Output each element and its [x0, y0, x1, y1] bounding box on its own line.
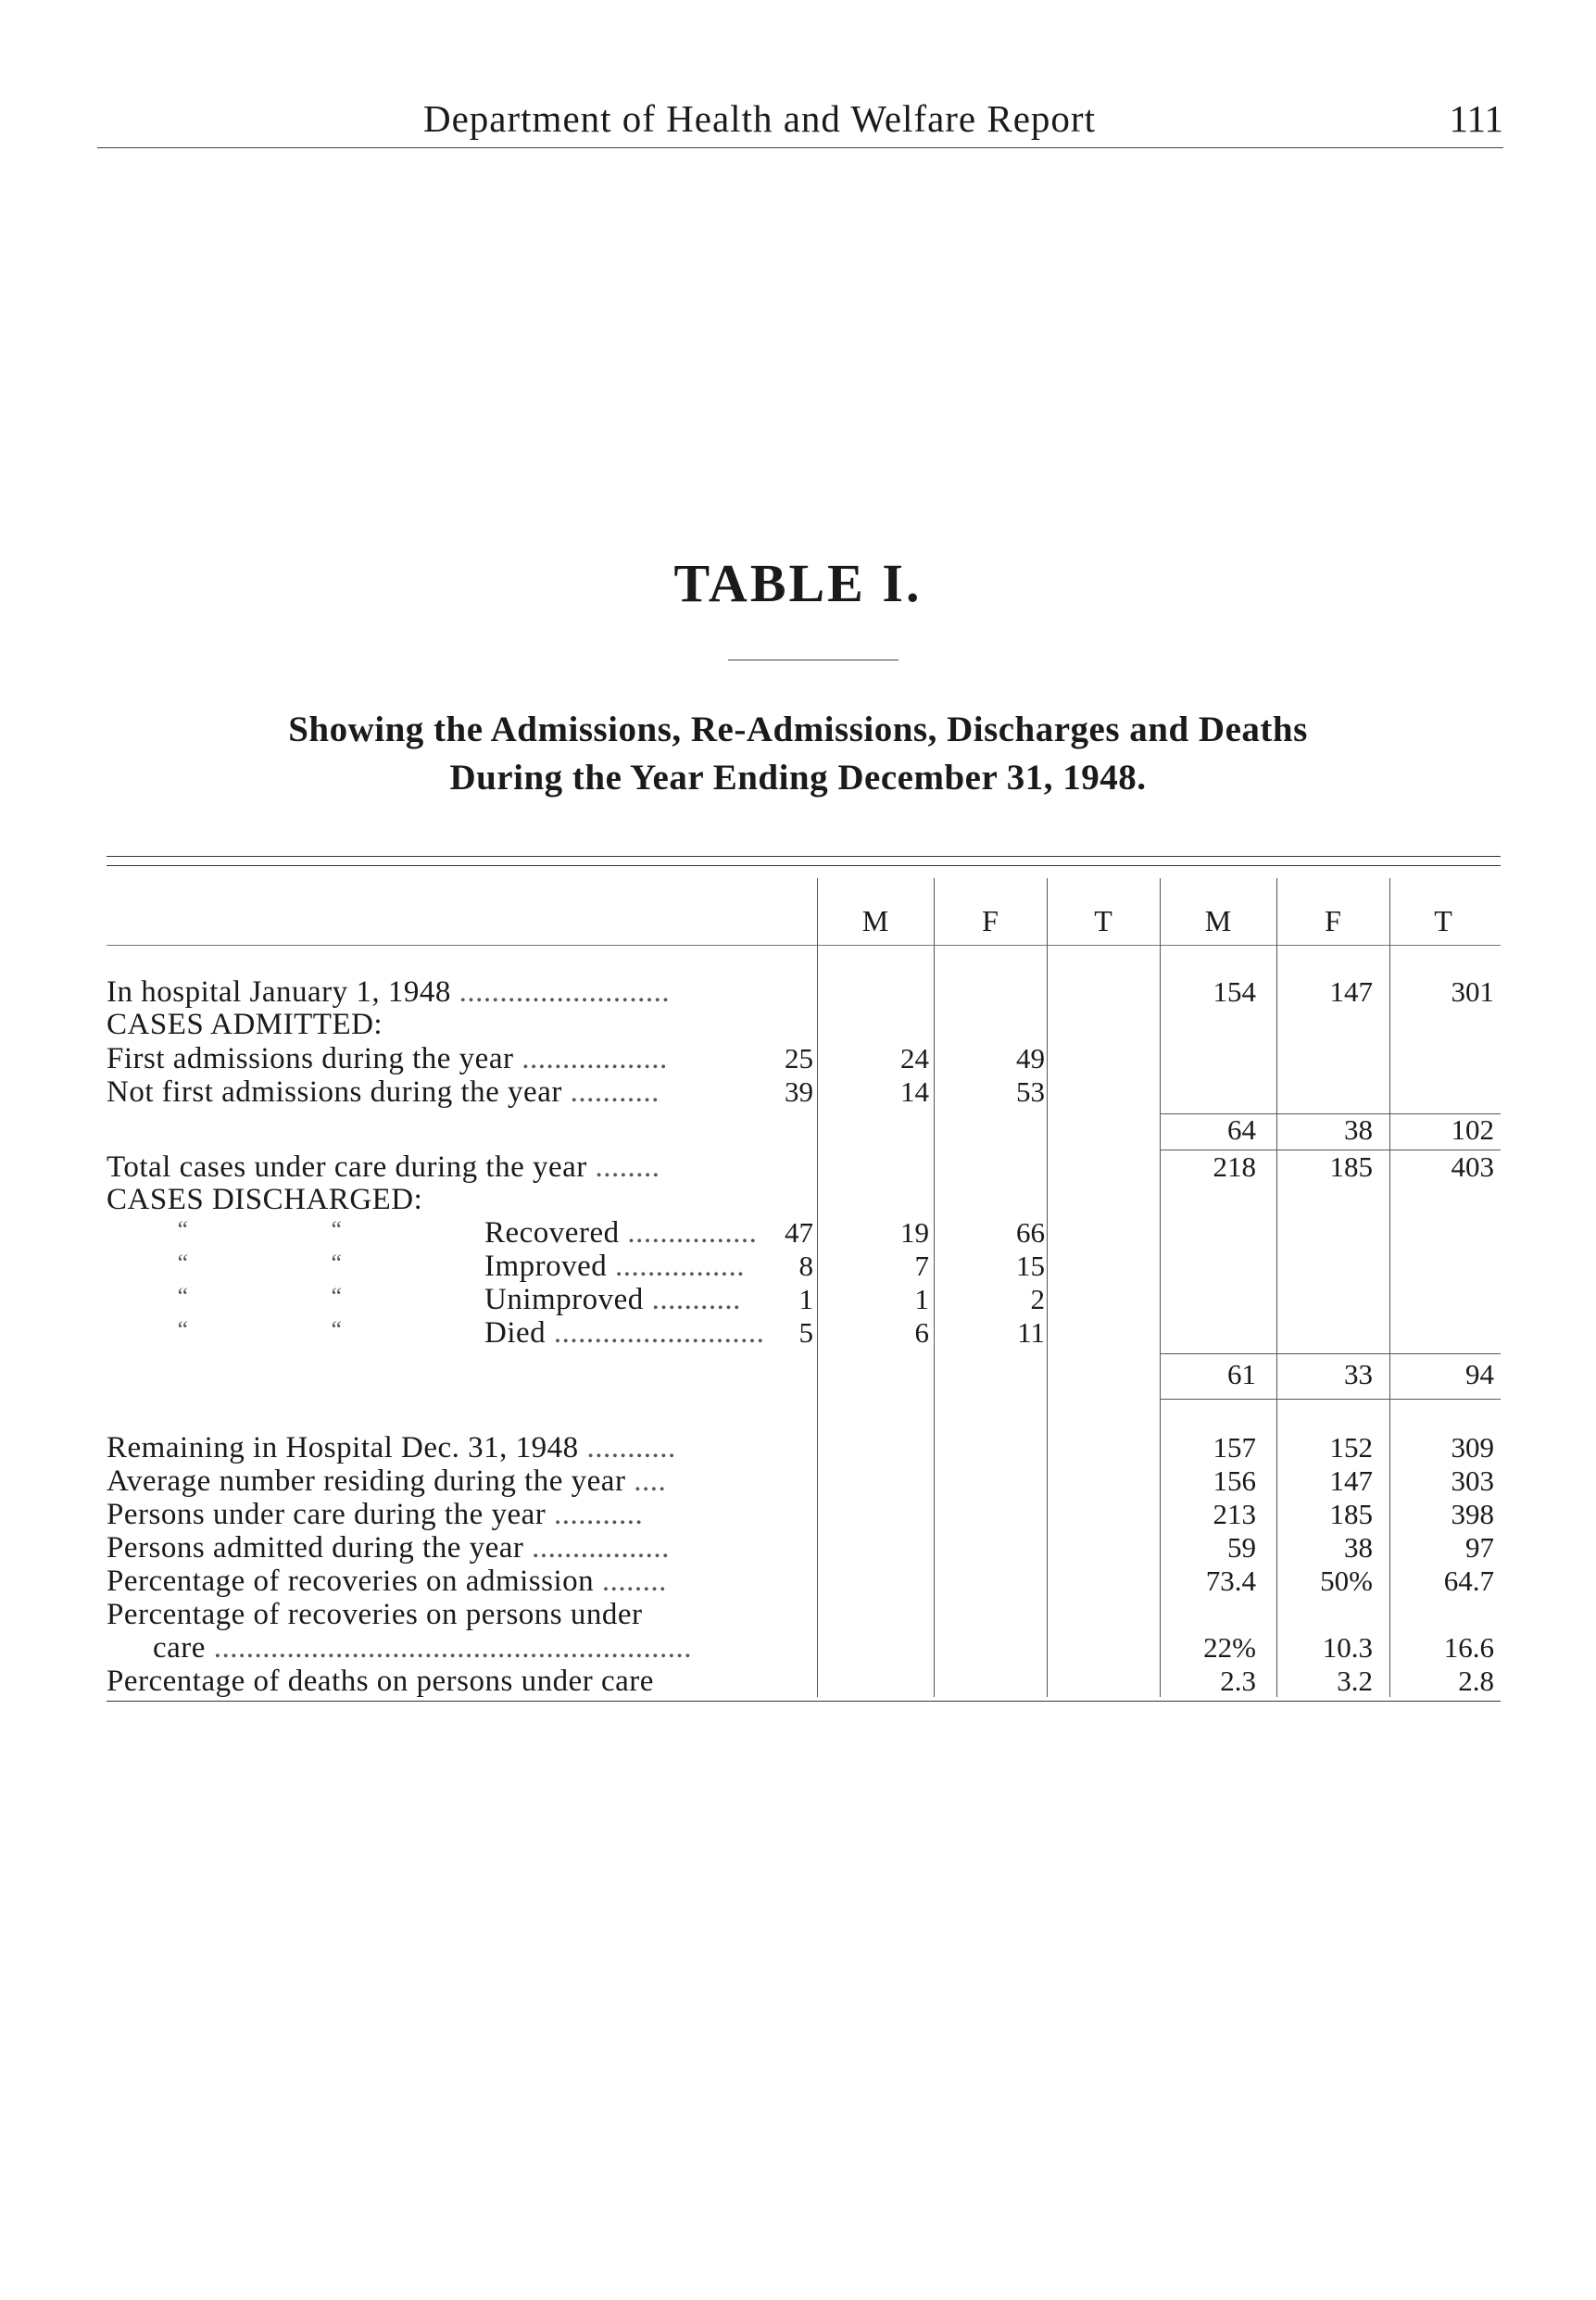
subtotal-rule [1160, 1399, 1501, 1400]
cell: 303 [1451, 1464, 1494, 1497]
cell: 2.3 [1220, 1665, 1256, 1697]
cell: 19 [900, 1216, 929, 1249]
row-label-persons-under-care: Persons under care during the year ........... [107, 1498, 644, 1531]
cell: 10.3 [1322, 1631, 1373, 1664]
cell: 2 [1030, 1283, 1045, 1315]
col-divider [1389, 878, 1390, 1697]
cell: 53 [1016, 1075, 1045, 1108]
table-title: TABLE I. [673, 553, 923, 613]
col-header-f2: F [1325, 904, 1341, 937]
cell: 102 [1451, 1113, 1494, 1146]
statistics-table [107, 852, 1501, 1704]
cell: 59 [1227, 1531, 1256, 1564]
subtitle-line-1: Showing the Admissions, Re-Admissions, Discharges and Deaths [288, 710, 1308, 749]
col-header-m2: M [1204, 904, 1232, 937]
col-divider [934, 878, 935, 1697]
section-heading-admitted: CASES ADMITTED: [107, 1008, 383, 1041]
cell: 33 [1344, 1358, 1373, 1390]
table-top-rule [107, 856, 1501, 857]
cell: 7 [914, 1250, 929, 1282]
cell: 213 [1213, 1498, 1256, 1530]
cell: 66 [1016, 1216, 1045, 1249]
cell: 50% [1320, 1565, 1373, 1597]
row-label-pct-recoveries-admission: Percentage of recoveries on admission ........ [107, 1565, 667, 1598]
page-number: 111 [1449, 97, 1503, 140]
col-header-m1: M [861, 904, 889, 937]
cell: 16.6 [1443, 1631, 1494, 1664]
ditto-mark: “ [329, 1216, 343, 1243]
ditto-mark: “ [329, 1283, 343, 1310]
row-label-not-first-admissions: Not first admissions during the year ........... [107, 1075, 660, 1109]
cell: 6 [914, 1316, 929, 1349]
cell: 185 [1329, 1150, 1373, 1183]
table-bottom-rule [107, 1701, 1501, 1702]
cell: 152 [1329, 1431, 1373, 1464]
ditto-mark: “ [175, 1250, 189, 1276]
cell: 2.8 [1458, 1665, 1494, 1697]
cell: 147 [1329, 975, 1373, 1008]
cell: 3.2 [1337, 1665, 1373, 1697]
cell: 97 [1465, 1531, 1494, 1564]
col-header-f1: F [982, 904, 999, 937]
cell: 22% [1203, 1631, 1256, 1664]
cell: 1 [798, 1283, 813, 1315]
row-label-pct-recoveries-care: Percentage of recoveries on persons under [107, 1598, 643, 1631]
cell: 61 [1227, 1358, 1256, 1390]
row-label-improved: Improved ................ [484, 1250, 746, 1283]
cell: 64.7 [1443, 1565, 1494, 1597]
cell: 15 [1016, 1250, 1045, 1282]
ditto-mark: “ [329, 1316, 343, 1343]
cell: 309 [1451, 1431, 1494, 1464]
row-label-first-admissions: First admissions during the year .................. [107, 1042, 668, 1075]
subtitle-line-2: During the Year Ending December 31, 1948. [449, 758, 1147, 798]
cell: 11 [1017, 1316, 1045, 1349]
col-header-t1: T [1094, 904, 1112, 937]
cell: 49 [1016, 1042, 1045, 1075]
running-header [97, 91, 1503, 148]
row-label-total-cases: Total cases under care during the year ........ [107, 1150, 660, 1184]
row-label-pct-recoveries-care-cont: care ........................................................... [153, 1631, 692, 1665]
row-label-unimproved: Unimproved ........... [484, 1283, 741, 1316]
cell: 14 [900, 1075, 929, 1108]
cell: 38 [1344, 1113, 1373, 1146]
cell: 185 [1329, 1498, 1373, 1530]
cell: 64 [1227, 1113, 1256, 1146]
header-bottom-rule [107, 945, 1501, 946]
row-label-remaining: Remaining in Hospital Dec. 31, 1948 ........... [107, 1431, 676, 1464]
cell: 301 [1451, 975, 1494, 1008]
cell: 24 [900, 1042, 929, 1075]
cell: 398 [1451, 1498, 1494, 1530]
col-header-t2: T [1434, 904, 1452, 937]
cell: 156 [1213, 1464, 1256, 1497]
section-heading-discharged: CASES DISCHARGED: [107, 1183, 423, 1216]
row-label-recovered: Recovered ................ [484, 1216, 758, 1250]
ditto-mark: “ [329, 1250, 343, 1276]
cell: 403 [1451, 1150, 1494, 1183]
row-label-persons-admitted: Persons admitted during the year ................. [107, 1531, 670, 1565]
cell: 25 [785, 1042, 813, 1075]
cell: 94 [1465, 1358, 1494, 1390]
table-top-rule-2 [107, 865, 1501, 866]
cell: 73.4 [1205, 1565, 1256, 1597]
cell: 154 [1213, 975, 1256, 1008]
row-label-average: Average number residing during the year .... [107, 1464, 667, 1498]
ditto-mark: “ [175, 1316, 189, 1343]
cell: 39 [785, 1075, 813, 1108]
cell: 1 [914, 1283, 929, 1315]
cell: 5 [798, 1316, 813, 1349]
col-divider [1047, 878, 1048, 1697]
ditto-mark: “ [175, 1283, 189, 1310]
cell: 218 [1213, 1150, 1256, 1183]
header-rule [97, 147, 1503, 148]
cell: 147 [1329, 1464, 1373, 1497]
cell: 47 [785, 1216, 813, 1249]
row-label-in-hospital: In hospital January 1, 1948 .......................... [107, 975, 671, 1009]
ditto-mark: “ [175, 1216, 189, 1243]
col-divider [817, 878, 818, 1697]
cell: 157 [1213, 1431, 1256, 1464]
subtotal-rule [1160, 1353, 1501, 1354]
cell: 8 [798, 1250, 813, 1282]
header-title: Department of Health and Welfare Report [423, 97, 1096, 140]
row-label-pct-deaths: Percentage of deaths on persons under care [107, 1665, 654, 1698]
cell: 38 [1344, 1531, 1373, 1564]
row-label-died: Died .......................... [484, 1316, 765, 1350]
